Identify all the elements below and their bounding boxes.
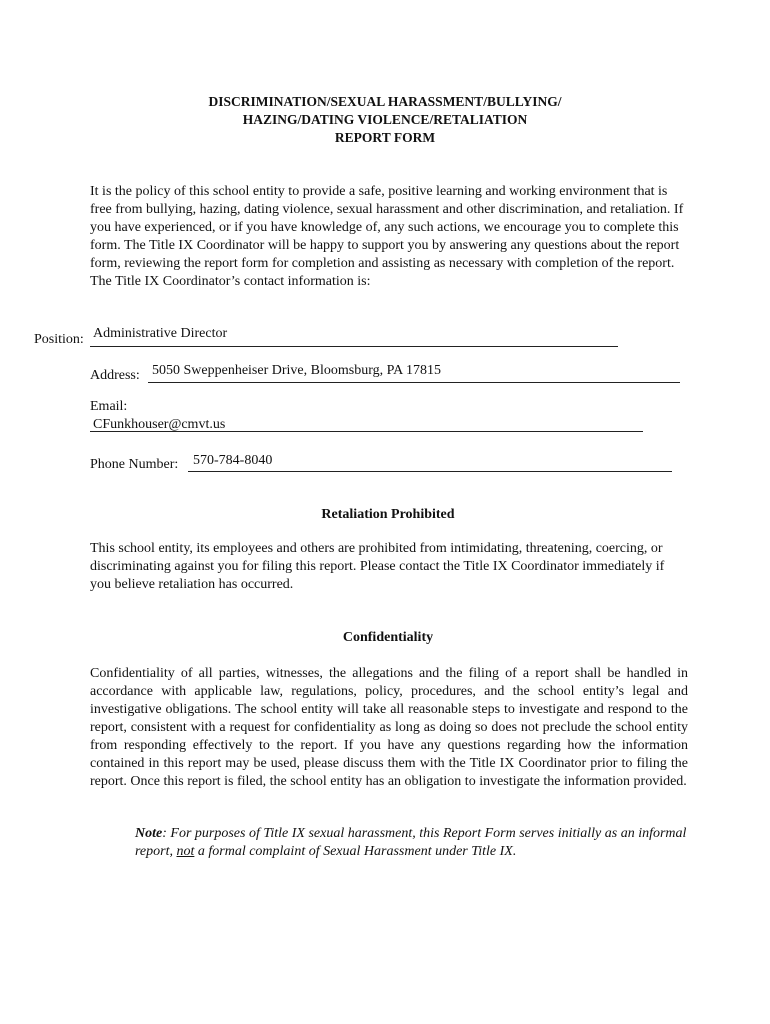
retaliation-heading: Retaliation Prohibited — [321, 507, 455, 522]
note-text-2: a formal complaint of Sexual Harassment under Title IX. — [194, 844, 517, 859]
position-line — [90, 346, 618, 347]
form-title — [90, 93, 680, 147]
email-label: Email: — [90, 399, 128, 414]
confidentiality-heading: Confidentiality — [342, 630, 434, 645]
title-line-3: REPORT FORM — [334, 130, 436, 145]
title-line-2: HAZING/DATING VIOLENCE/RETALIATION — [242, 112, 528, 127]
address-label: Address: — [90, 368, 140, 383]
phone-line — [188, 471, 672, 472]
note-paragraph — [135, 825, 695, 861]
address-value[interactable]: 5050 Sweppenheiser Drive, Bloomsburg, PA 17815 — [152, 363, 441, 378]
title-line-1: DISCRIMINATION/SEXUAL HARASSMENT/BULLYING/ — [208, 94, 562, 109]
intro-paragraph: It is the policy of this school entity to provide a safe, positive learning and working environment that is free from bullying, hazing, dating violence, sexual harassment and other discrimination, and retaliation. If you have experienced, or if you have knowledge of, any such actions, we encourage you to complete this form. The Title IX Coordinator will be happy to support you by answering any questions about the report form, reviewing the report form for completion and assisting as necessary with completion of the report. The Title IX Coordinator’s contact information is: — [90, 184, 684, 289]
phone-label: Phone Number: — [90, 457, 179, 472]
note-text-1: For purposes of Title IX sexual harassment, this Report Form serves initially as an informal report, — [135, 826, 687, 859]
note-label: Note — [135, 826, 163, 841]
address-line — [148, 382, 680, 383]
confidentiality-paragraph: Confidentiality of all parties, witnesses, the allegations and the filing of a report shall be handled in accordance with applicable law, regulations, policy, procedures, and the school entity’s legal and investigative obligations. The school entity will take all reasonable steps to investigate and respond to the report, consistent with a request for confidentiality as long as doing so does not preclude the school entity from responding effectively to the report. If you have any questions regarding how the information contained in this report may be used, please discuss them with the Title IX Coordinator prior to filing the report. Once this report is filed, the school entity has an obligation to investigate the information provided. — [90, 666, 688, 789]
phone-value[interactable]: 570-784-8040 — [193, 453, 273, 468]
position-label: Position: — [34, 332, 84, 347]
note-emphasis: not — [176, 844, 195, 859]
email-value[interactable]: CFunkhouser@cmvt.us — [93, 417, 226, 432]
position-value[interactable]: Administrative Director — [93, 326, 228, 341]
retaliation-paragraph: This school entity, its employees and others are prohibited from intimidating, threatening, coercing, or discriminating against you for filing this report. Please contact the Title IX Coordinator immediately if you believe retaliation has occurred. — [90, 541, 665, 592]
note-colon: : — [162, 826, 167, 841]
